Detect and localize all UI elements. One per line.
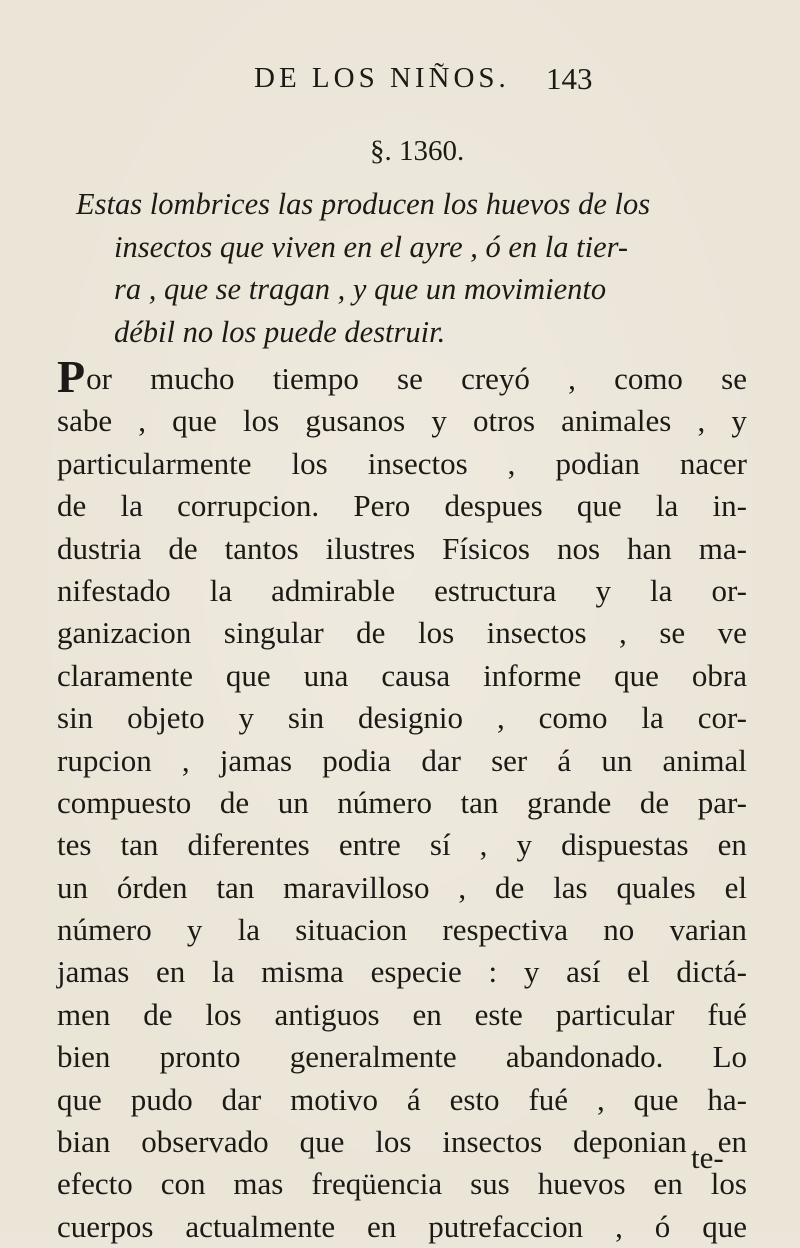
word: antiguos <box>274 996 380 1032</box>
word: ganizacion <box>57 615 192 651</box>
word: bian <box>57 1124 111 1160</box>
word: la <box>120 488 143 524</box>
body-line <box>57 951 747 993</box>
body-paragraph <box>57 351 747 1248</box>
body-line <box>57 697 747 739</box>
word: se <box>397 361 423 396</box>
page-number: 143 <box>546 61 593 96</box>
word: efecto <box>57 1166 133 1202</box>
word: tes <box>57 827 92 863</box>
body-line <box>57 1206 747 1248</box>
body-line <box>57 782 747 824</box>
word: particularmente <box>57 445 252 481</box>
word: de <box>356 615 386 651</box>
word: que <box>576 488 622 524</box>
word: otros <box>473 403 536 439</box>
word: sin <box>287 700 325 736</box>
word: estructura <box>434 572 557 608</box>
word: un <box>601 742 633 778</box>
word: á <box>406 1081 421 1117</box>
word: pudo <box>130 1081 193 1117</box>
word: número <box>337 784 432 820</box>
body-line <box>57 655 747 697</box>
word: sabe <box>57 403 113 439</box>
word: á <box>557 742 572 778</box>
word: cuerpos <box>57 1208 154 1244</box>
word: ha- <box>707 1081 747 1117</box>
word: , <box>458 869 467 905</box>
word: se <box>721 361 747 396</box>
word: particular <box>555 996 675 1032</box>
catchword: te- <box>691 1140 724 1175</box>
word: , <box>479 827 488 863</box>
word: y <box>523 954 540 990</box>
word: nifestado <box>57 572 171 608</box>
word: quales <box>616 869 696 905</box>
word: de <box>639 784 670 820</box>
word: de <box>495 869 525 905</box>
word: compuesto <box>57 784 192 820</box>
word: especie <box>370 954 462 990</box>
word: y <box>595 572 611 608</box>
word: la <box>655 488 679 524</box>
body-line <box>57 867 747 909</box>
word: y <box>731 403 747 439</box>
word: los <box>243 403 280 439</box>
word: en <box>717 1124 747 1160</box>
word: in- <box>712 488 747 524</box>
word: , <box>138 403 146 439</box>
body-line <box>57 400 747 442</box>
word: abandonado. <box>505 1039 664 1075</box>
word: que <box>299 1124 345 1160</box>
word: que <box>225 657 271 693</box>
word: insectos <box>367 445 468 481</box>
body-line <box>57 740 747 782</box>
summary-line: insectos que viven en el ayre , ó en la tier- <box>114 229 629 264</box>
body-line <box>57 1079 747 1121</box>
word: , <box>181 742 190 778</box>
word: tiempo <box>272 361 359 396</box>
body-line <box>57 485 747 527</box>
word: ilustres <box>325 530 416 566</box>
word: pronto <box>159 1039 241 1075</box>
word: causa <box>381 657 451 693</box>
word: designio <box>358 700 464 736</box>
word: claramente <box>57 657 193 693</box>
word: este <box>474 996 523 1032</box>
word: podia <box>322 742 392 778</box>
section-summary <box>76 183 726 353</box>
word: animales <box>561 403 672 439</box>
word: actualmente <box>185 1208 336 1244</box>
word: las <box>553 869 588 905</box>
word: objeto <box>127 700 205 736</box>
word: Lo <box>712 1039 747 1075</box>
word: fué <box>707 996 747 1032</box>
word: en <box>367 1208 397 1244</box>
word: despues <box>444 488 543 524</box>
word: que <box>614 657 659 693</box>
word: grande <box>526 784 612 820</box>
word: motivo <box>290 1081 378 1117</box>
word: nos <box>556 530 601 566</box>
word: nacer <box>679 445 747 481</box>
word: sí <box>429 827 451 863</box>
body-line <box>57 351 747 402</box>
word: insectos <box>442 1124 543 1160</box>
word: los <box>291 445 328 481</box>
word: como <box>538 700 608 736</box>
body-line <box>57 909 747 951</box>
word: de <box>57 488 87 524</box>
drop-initial: P <box>57 351 86 402</box>
word: el <box>724 869 747 905</box>
word: , <box>496 700 505 736</box>
word: situacion <box>295 912 408 948</box>
word: dar <box>421 742 461 778</box>
word: , <box>615 1208 623 1244</box>
body-line <box>57 1036 747 1078</box>
word: deponian <box>573 1124 687 1160</box>
word: mucho <box>150 361 235 396</box>
word: creyó <box>461 361 530 396</box>
word: observado <box>141 1124 269 1160</box>
word: admirable <box>271 572 396 608</box>
word: bien <box>57 1039 111 1075</box>
word: sus <box>470 1166 510 1202</box>
word: en <box>156 954 186 990</box>
word: huevos <box>537 1166 626 1202</box>
word: gusanos <box>305 403 406 439</box>
word: obra <box>691 657 747 693</box>
word: que <box>633 1081 679 1117</box>
word: un <box>57 869 88 905</box>
summary-line: débil no los puede destruir. <box>114 314 446 349</box>
word: de <box>143 996 173 1032</box>
word: la <box>650 572 673 608</box>
body-line <box>57 994 747 1036</box>
word: jamas <box>219 742 293 778</box>
word: maravilloso <box>283 869 430 905</box>
word: ma- <box>698 530 747 566</box>
word: se <box>659 615 686 651</box>
word: una <box>303 657 349 693</box>
word: , <box>568 361 576 396</box>
word: : <box>488 954 498 990</box>
summary-line: Estas lombrices las producen los huevos de los <box>76 187 651 221</box>
word: entre <box>338 827 401 863</box>
word: dispuestas <box>561 827 689 863</box>
word: jamas <box>57 954 130 990</box>
word: Pero <box>353 488 411 524</box>
word: tantos <box>224 530 299 566</box>
word: la <box>212 954 235 990</box>
body-line <box>57 570 747 612</box>
word: que <box>702 1208 747 1244</box>
word: varian <box>669 912 747 948</box>
word: y <box>186 912 203 948</box>
word: dictá- <box>676 954 747 990</box>
body-line <box>57 612 747 654</box>
word: ó <box>654 1208 671 1244</box>
word: or- <box>711 572 747 608</box>
word: , <box>596 1081 605 1117</box>
word: en <box>717 827 747 863</box>
word: putrefaccion <box>428 1208 584 1244</box>
word: cor- <box>697 700 747 736</box>
word: tan <box>120 827 159 863</box>
word: misma <box>261 954 344 990</box>
body-line <box>57 443 747 485</box>
word: el <box>627 954 650 990</box>
running-title: DE LOS NIÑOS. <box>254 62 510 94</box>
word: , <box>619 615 627 651</box>
word: generalmente <box>289 1039 457 1075</box>
word: rupcion <box>57 742 152 778</box>
word: número <box>57 912 152 948</box>
word: ser <box>491 742 528 778</box>
word: y <box>431 403 447 439</box>
section-number: §. 1360. <box>370 135 465 167</box>
word: animal <box>662 742 747 778</box>
word: singular <box>223 615 324 651</box>
word: tan <box>216 869 255 905</box>
word: mas <box>233 1166 284 1202</box>
word: un <box>277 784 309 820</box>
word: los <box>375 1124 412 1160</box>
word: órden <box>116 869 188 905</box>
word: tan <box>460 784 499 820</box>
word: en <box>412 996 442 1032</box>
word: de <box>219 784 250 820</box>
word: informe <box>483 657 582 693</box>
word: de <box>168 530 198 566</box>
word: la <box>209 572 233 608</box>
word: fué <box>528 1081 569 1117</box>
word: así <box>566 954 601 990</box>
word: men <box>57 996 111 1032</box>
word: freqüencia <box>311 1166 443 1202</box>
word: los <box>205 996 242 1032</box>
word: sin <box>57 700 94 736</box>
word: Por <box>57 351 112 402</box>
word: que <box>57 1081 102 1117</box>
word: , <box>507 445 516 481</box>
word: han <box>627 530 672 566</box>
word: en <box>653 1166 683 1202</box>
word: respectiva <box>442 912 569 948</box>
word: , <box>697 403 706 439</box>
body-line <box>57 1163 747 1205</box>
word: dustria <box>57 530 142 566</box>
word: los <box>710 1166 747 1202</box>
word: dar <box>221 1081 262 1117</box>
word: insectos <box>486 615 587 651</box>
word: la <box>237 912 261 948</box>
body-line <box>57 528 747 570</box>
summary-line: ra , que se tragan , y que un movimiento <box>114 272 607 306</box>
word: podian <box>555 445 640 481</box>
word: los <box>417 615 455 651</box>
running-head <box>0 62 800 102</box>
word: Físicos <box>442 530 530 566</box>
word: y <box>238 700 254 736</box>
word: y <box>516 827 532 863</box>
word: que <box>172 403 217 439</box>
word: esto <box>449 1081 500 1117</box>
word: corrupcion. <box>177 488 320 524</box>
word: no <box>603 912 635 948</box>
word: con <box>160 1166 206 1202</box>
word: diferentes <box>187 827 310 863</box>
body-line <box>57 824 747 866</box>
word: ve <box>717 615 747 651</box>
body-line <box>57 1121 747 1163</box>
word: par- <box>697 784 747 820</box>
word: la <box>641 700 664 736</box>
word: como <box>614 361 683 396</box>
